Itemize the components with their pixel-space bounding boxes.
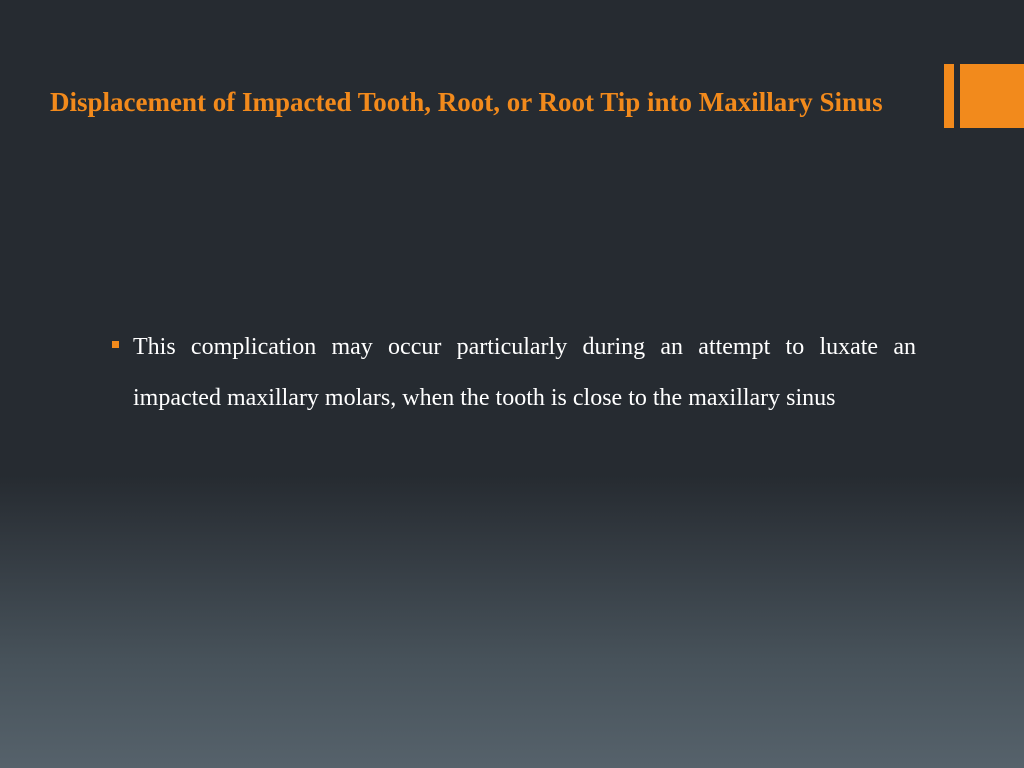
title-accent-bar-thick — [960, 64, 1024, 128]
bullet-text: This complication may occur particularly during an attempt to luxate an impacted maxillary molars, when the tooth is close to the maxillary sinus — [133, 334, 916, 411]
square-bullet-icon — [112, 341, 119, 348]
slide-content — [112, 322, 916, 424]
title-accent-bar-thin — [944, 64, 954, 128]
slide-title: Displacement of Impacted Tooth, Root, or Root Tip into Maxillary Sinus — [50, 87, 883, 117]
bullet-item — [112, 322, 916, 424]
